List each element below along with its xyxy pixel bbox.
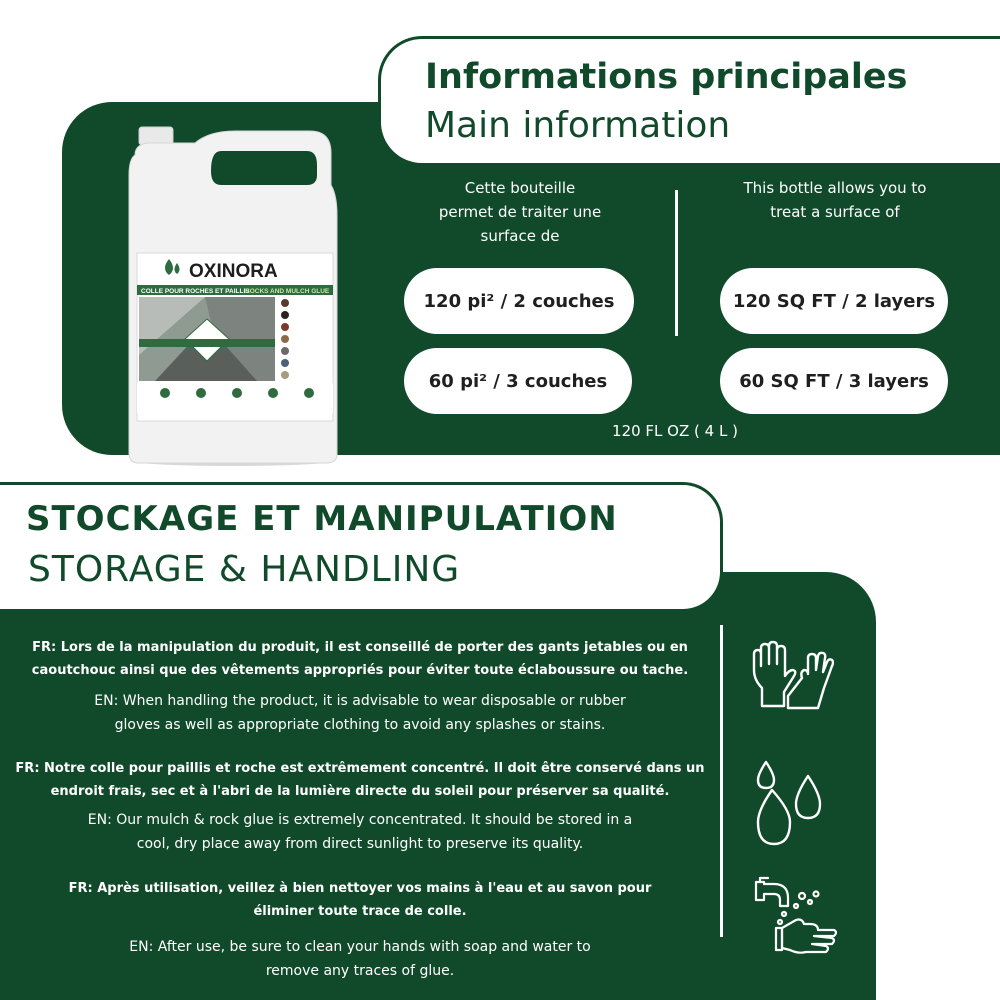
handling-divider (720, 625, 723, 937)
cleanup-fr: FR: Après utilisation, veillez à bien nettoyer vos mains à l'eau et au savon pour éliminer toute trace de colle. (68, 881, 652, 919)
coverage-pill-fr-1: 120 pi² / 2 couches (404, 268, 634, 334)
label-name-en: ROCKS AND MULCH GLUE (245, 288, 330, 295)
coverage-pill-en-1: 120 SQ FT / 2 layers (720, 268, 948, 334)
droplets-icon (752, 758, 828, 852)
main-info-title-fr: Informations principales (425, 57, 908, 97)
coverage-text-fr: Cette bouteille permet de traiter une surface de (438, 179, 602, 245)
coverage-text-en: This bottle allows you to treat a surface of (743, 179, 927, 221)
coverage-divider (675, 190, 678, 336)
gloves-icon (748, 640, 834, 714)
main-info-title-en: Main information (425, 105, 731, 146)
handwash-icon (752, 876, 842, 964)
main-info-header (378, 36, 1000, 166)
coverage-pill-en-2: 60 SQ FT / 3 layers (720, 348, 948, 414)
label-name-fr: COLLE POUR ROCHES ET PAILLIS (141, 288, 250, 295)
storage-conditions-fr: FR: Notre colle pour paillis et roche est extrêmement concentré. Il doit être conservé dans un endroit frais, sec et à l'abri de la lumière directe du soleil pour préserver sa qualité. (15, 761, 705, 799)
handling-gloves-en: EN: When handling the product, it is advisable to wear disposable or rubber gloves as well as appropriate clothing to avoid any splashes or stains. (94, 693, 626, 733)
coverage-pill-fr-2: 60 pi² / 3 couches (404, 348, 632, 414)
storage-title-en: STORAGE & HANDLING (28, 549, 461, 590)
cleanup-en: EN: After use, be sure to clean your hands with soap and water to remove any traces of glue. (129, 939, 591, 979)
product-jug-image (125, 125, 340, 467)
volume-label: 120 FL OZ ( 4 L ) (612, 422, 738, 440)
storage-title-fr: STOCKAGE ET MANIPULATION (26, 499, 618, 539)
storage-header (0, 482, 723, 612)
handling-gloves-fr: FR: Lors de la manipulation du produit, il est conseillé de porter des gants jetables ou en caoutchouc ainsi que des vêtements appropriés pour éviter toute éclaboussure ou tache. (31, 640, 689, 678)
storage-conditions-en: EN: Our mulch & rock glue is extremely concentrated. It should be stored in a cool, dry place away from direct sunlight to preserve its quality. (87, 812, 633, 852)
brand-logo-text: OXINORA (189, 261, 278, 282)
